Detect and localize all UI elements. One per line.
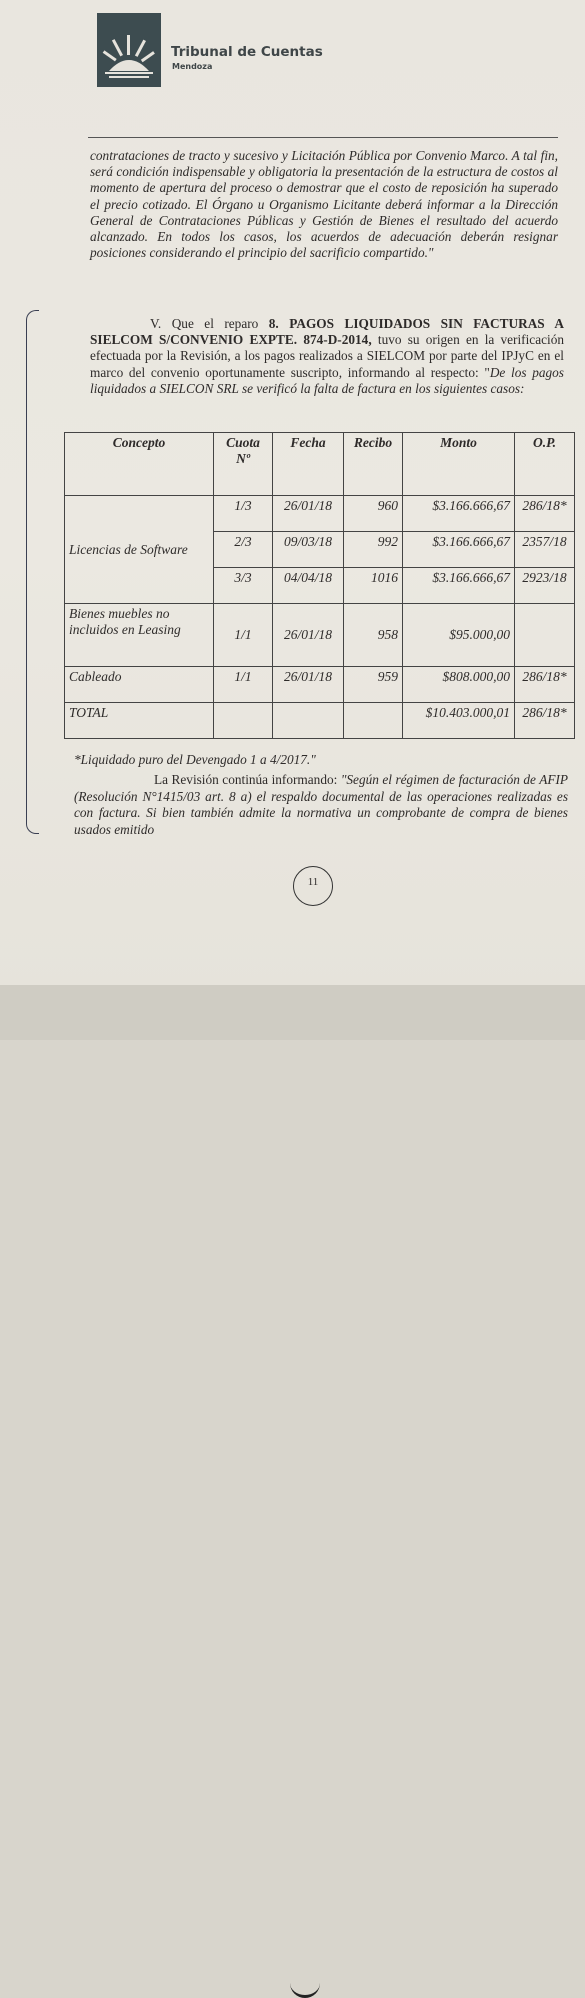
cell-empty: [273, 703, 344, 739]
closing-paragraph: [74, 772, 568, 838]
cell-fecha: 26/01/18: [273, 667, 344, 703]
cell-monto: $95.000,00: [403, 603, 515, 666]
header-op: O.P.: [515, 433, 575, 496]
cell-empty: [214, 703, 273, 739]
page-number: 11: [293, 866, 333, 906]
header-recibo: Recibo: [344, 433, 403, 496]
table-row: [65, 496, 575, 532]
cell-op: [515, 603, 575, 666]
org-name: Tribunal de Cuentas: [171, 44, 323, 60]
cell-recibo: 992: [344, 532, 403, 568]
sun-emblem-icon: [97, 13, 161, 87]
cell-cuota: 1/3: [214, 496, 273, 532]
header-rule: [88, 137, 558, 138]
section-number: V.: [150, 316, 162, 331]
cell-fecha: 26/01/18: [273, 603, 344, 666]
cell-cuota: 2/3: [214, 532, 273, 568]
section-intro: Que el reparo: [171, 316, 259, 331]
quoted-paragraph: contrataciones de tracto y sucesivo y Licitación Pública por Convenio Marco. A tal fin, será condición indispensable y obligatoria la presentación de la estructura de costos al momento de apertura del proceso o demostrar que el costo de reposición ha superado el precio cotizado. El Órgano u Organismo Licitante deberá informar a la Dirección General de Contrataciones Públicas y Gestión de Bienes el resultado del acuerdo alcanzado. En todos los casos, los acuerdos de adecuación deberán resignar posiciones considerando el principio del sacrificio compartido.": [90, 148, 558, 261]
cell-op: 286/18*: [515, 667, 575, 703]
cell-op: 286/18*: [515, 496, 575, 532]
tribunal-logo: [97, 13, 161, 87]
page-edge: [0, 985, 585, 1040]
cell-recibo: 1016: [344, 568, 403, 604]
header-monto: Monto: [403, 433, 515, 496]
cell-cuota: 1/1: [214, 603, 273, 666]
cell-op: 2357/18: [515, 532, 575, 568]
closing-text: "Según el régimen de facturación de AFIP (Resolución N°1415/03 art. 8 a) el respaldo documental de las operaciones realizadas es con factura. Si bien también admite la normativa un comprobante de compra de bienes usados emitido: [74, 772, 568, 837]
table-row: [65, 667, 575, 703]
header-cuota: Cuota Nº: [214, 433, 273, 496]
section-quoted: De los pagos liquidados a SIELCON SRL se verificó la falta de factura en los siguientes casos:: [90, 364, 564, 396]
cell-fecha: 04/04/18: [273, 568, 344, 604]
cell-total-label: TOTAL: [65, 703, 214, 739]
section-body: tuvo su origen en la verificación efectuada por la Revisión, a los pagos realizados a SIELCOM por parte del IPJyC en el marco del convenio oportunamente suscripto, informando al respecto: ": [90, 332, 565, 380]
table-total-row: [65, 703, 575, 739]
cell-fecha: 26/01/18: [273, 496, 344, 532]
table-header-row: [65, 433, 575, 496]
cell-monto: $808.000,00: [403, 667, 515, 703]
cell-monto: $3.166.666,67: [403, 532, 515, 568]
cell-total-op: 286/18*: [515, 703, 575, 739]
org-city: Mendoza: [172, 62, 213, 71]
cell-cuota: 1/1: [214, 667, 273, 703]
cell-monto: $3.166.666,67: [403, 568, 515, 604]
cell-recibo: 960: [344, 496, 403, 532]
section-paragraph: [90, 316, 564, 397]
cell-total-monto: $10.403.000,01: [403, 703, 515, 739]
cell-concepto: Cableado: [65, 667, 214, 703]
cell-fecha: 09/03/18: [273, 532, 344, 568]
cell-concepto: Licencias de Software: [65, 496, 214, 604]
cell-recibo: 959: [344, 667, 403, 703]
header-fecha: Fecha: [273, 433, 344, 496]
header-concepto: Concepto: [65, 433, 214, 496]
closing-lead: La Revisión continúa informando:: [154, 772, 338, 787]
cell-empty: [344, 703, 403, 739]
payments-table: [64, 432, 575, 739]
cell-op: 2923/18: [515, 568, 575, 604]
cell-monto: $3.166.666,67: [403, 496, 515, 532]
section-title: 8. PAGOS LIQUIDADOS SIN FACTURAS A SIELCOM S/CONVENIO EXPTE. 874-D-2014,: [90, 316, 565, 348]
cell-cuota: 3/3: [214, 568, 273, 604]
cell-concepto: Bienes muebles no incluidos en Leasing: [65, 603, 214, 666]
ink-mark: [290, 1983, 320, 1998]
table-row: [65, 603, 575, 666]
cell-recibo: 958: [344, 603, 403, 666]
table-footnote: *Liquidado puro del Devengado 1 a 4/2017.": [74, 752, 316, 767]
margin-bracket: [26, 310, 39, 834]
